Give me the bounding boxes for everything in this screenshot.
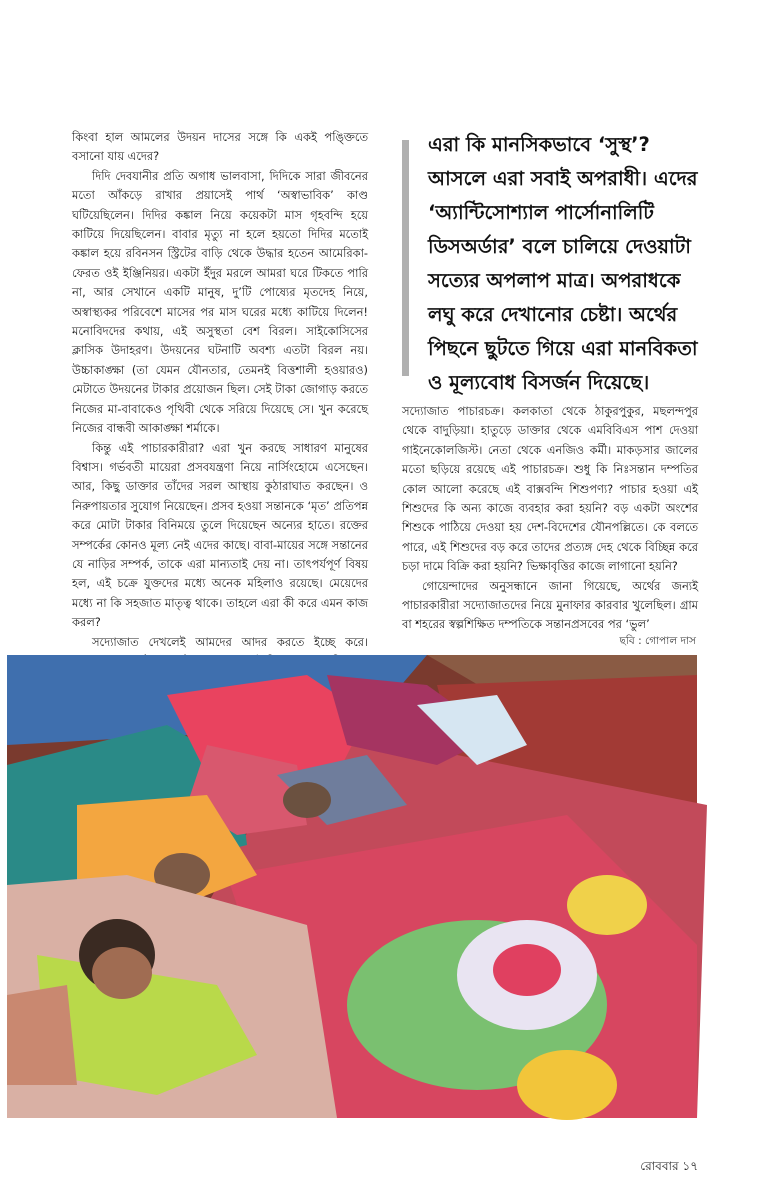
photo-credit: ছবি : গোপাল দাস bbox=[619, 635, 696, 647]
paragraph: গোয়েন্দাদের অনুসন্ধানে জানা গিয়েছে, অর্থের জন্যই পাচারকারীরা সদ্যোজাতদের নিয়ে মুনাফার কারবার খুলেছিল। গ্রাম বা শহরের স্বল্পশিক্ষিত দম্পতিকে সন্তানপ্রসবের পর ‘ভুল’ bbox=[402, 578, 698, 632]
page-footer: রোববার ১৭ bbox=[640, 1159, 698, 1173]
pull-quote-text: এরা কি মানসিকভাবে ‘সুস্থ’? আসলে এরা সবাই অপরাধী। এদের ‘অ্যান্টিসোশ্যাল পার্সোনালিটি ডিসঅর্ডার’ বলে চালিয়ে দেওয়াটা সত্যের অপলাপ মাত্র। অপরাধকে লঘু করে দেখানোর চেষ্টা। অর্থের পিছনে ছুটতে গিয়ে এরা মানবিকতা ও মূল্যবোধ বিসর্জন দিয়েছে। bbox=[428, 133, 698, 394]
paragraph: কিংবা হাল আমলের উদয়ন দাসের সঙ্গে কি একই পঙ্ক্তিতে বসানো যায় এদের? bbox=[72, 130, 368, 164]
photo-illustration bbox=[7, 655, 697, 1118]
left-text-column bbox=[72, 128, 368, 649]
pull-quote bbox=[402, 128, 698, 394]
paragraph: সদ্যোজাত দেখলেই আমদের আদর করতে ইচ্ছে করে। bbox=[92, 634, 368, 649]
paragraph: সদ্যোজাত পাচারচক্র। কলকাতা থেকে ঠাকুরপুকুর, মছলন্দপুর থেকে বাদুড়িয়া। হাতুড়ে ডাক্তার থেকে এমবিবিএস পাশ দেওয়া গাইনেকোলজিস্ট। নেতা থেকে এনজিও কর্মী। মাকড়সার জালের মতো ছড়িয়ে রয়েছে এই পাচারচক্র। শুধু কি নিঃসন্তান দম্পতির কোল আলো করেছে এই বাক্সবন্দি শিশুপণ্য? পাচার হওয়া এই শিশুদের কি অন্য কাজে ব্যবহার করা হয়নি? বড় একটা অংশের শিশুকে পাঠিয়ে দেওয়া হয় দেশ-বিদেশের যৌনপল্লিতে। কে বলতে পারে, এই শিশুদের বড় করে তাদের প্রত্যঙ্গ দেহ থেকে বিচ্ছিন্ন করে চড়া দামে বিক্রি করা হয়নি? ভিক্ষাবৃত্তির কাজে লাগানো হয়নি? bbox=[402, 404, 698, 574]
quote-bar bbox=[402, 140, 409, 376]
paragraph: দিদি দেবযানীর প্রতি অগাধ ভালবাসা, দিদিকে সারা জীবনের মতো আঁকড়ে রাখার প্রয়াসেই পার্থ ‘অস্বাভাবিক’ কাণ্ড ঘটিয়েছিলেন। দিদির কঙ্কাল নিয়ে কয়েকটা মাস গৃহবন্দি হয়ে কাটিয়ে দিয়েছিলেন। বাবার মৃত্যু না হলে হয়তো দিদির মতোই কঙ্কাল হয়ে রবিনসন স্ট্রিটের বাড়ি থেকে উদ্ধার হতেন আমেরিকা-ফেরত ওই ইঞ্জিনিয়র। একটা ইঁদুর মরলে আমরা ঘরে টিকতে পারি না, আর সেখানে একটি মানুষ, দু’টি পোষ্যের মৃতদেহ নিয়ে, অস্বাস্থ্যকর পরিবেশে মাসের পর মাস ঘরের মধ্যে কাটিয়ে দিলেন! মনোবিদদের কথায়, এই অসুস্থতা বেশ বিরল। সাইকোসিসের ক্লাসিক উদাহরণ। উদয়নের ঘটনাটি অবশ্য এতটা বিরল নয়। উচ্চাকাঙ্ক্ষা (তা যেমন যৌনতার, তেমনই বিত্তশালী হওয়ারও) মেটাতে উদয়নের টাকার প্রয়োজন ছিল। সেই টাকা জোগাড় করতে নিজের মা-বাবাকেও পৃথিবী থেকে সরিয়ে দিয়েছে সে। খুন করেছে নিজের বান্ধবী আকাঙ্ক্ষা শর্মাকে। bbox=[72, 168, 368, 436]
right-text-column bbox=[402, 402, 698, 632]
paragraph: কিন্তু এই পাচারকারীরা? এরা খুন করছে সাধারণ মানুষের বিশ্বাস। গর্ভবতী মায়েরা প্রসবযন্ত্রণা নিয়ে নার্সিংহোমে এসেছেন। আর, কিছু ডাক্তার তাঁদের সরল আস্থায় কুঠারাঘাত করছেন। ও নিরুপায়তার সুযোগ নিয়েছেন। প্রসব হওয়া সন্তানকে ‘মৃত’ প্রতিপন্ন করে মোটা টাকার বিনিময়ে তুলে দিয়েছেন অন্যের হাতে। রক্তের সম্পর্কের কোনও মূল্য নেই এদের কাছে। বাবা-মায়ের সঙ্গে সন্তানের যে নাড়ির সম্পর্ক, তাকে এরা মান্যতাই দেয় না। তাৎপর্যপূর্ণ বিষয় হল, এই চক্রে যুক্তদের মধ্যে অনেক মহিলাও রয়েছে। মেয়েদের মধ্যে না কি সহজাত মাতৃত্ব থাকে। তাহলে এরা কী করে এমন কাজ করল? bbox=[72, 440, 368, 630]
article-photo bbox=[7, 655, 697, 1118]
